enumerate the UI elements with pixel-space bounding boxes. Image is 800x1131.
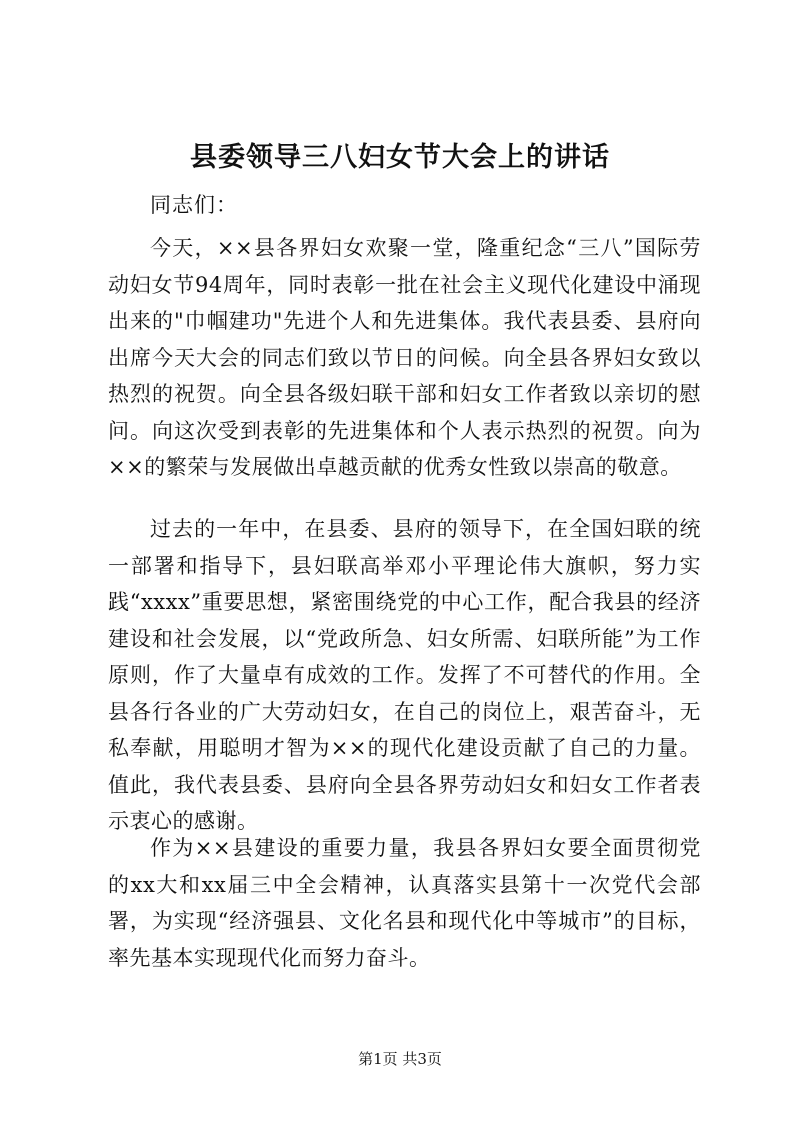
body-paragraph-3: 作为××县建设的重要力量，我县各界妇女要全面贯彻党的xx大和xx届三中全会精神，认真落实县第十一次党代会部署，为实现“经济强县、文化名县和现代化中等城市”的目标，率先基本实现现代化而努力奋斗。 <box>108 836 701 970</box>
page-number-footer: 第1页 共3页 <box>358 1050 442 1068</box>
body-paragraph-1: 今天，××县各界妇女欢聚一堂，隆重纪念“三八”国际劳动妇女节94周年，同时表彰一批在社会主义现代化建设中涌现出来的"巾帼建功"先进个人和先进集体。我代表县委、县府向出席今天大会的同志们致以节日的问候。向全县各界妇女致以热烈的祝贺。向全县各级妇联干部和妇女工作者致以亲切的慰问。向这次受到表彰的先进集体和个人表示热烈的祝贺。向为××的繁荣与发展做出卓越贡献的优秀女性致以崇高的敬意。 <box>108 236 701 479</box>
body-paragraph-2: 过去的一年中，在县委、县府的领导下，在全国妇联的统一部署和指导下，县妇联高举邓小平理论伟大旗帜，努力实践“xxxx”重要思想，紧密围绕党的中心工作，配合我县的经济建设和社会发展，以“党政所急、妇女所需、妇联所能”为工作原则，作了大量卓有成效的工作。发挥了不可替代的作用。全县各行各业的广大劳动妇女，在自己的岗位上，艰苦奋斗，无私奉献，用聪明才智为××的现代化建设贡献了自己的力量。值此，我代表县委、县府向全县各界劳动妇女和妇女工作者表示衷心的感谢。 <box>108 517 701 833</box>
document-title: 县委领导三八妇女节大会上的讲话 <box>190 142 610 173</box>
salutation: 同志们： <box>150 193 238 217</box>
